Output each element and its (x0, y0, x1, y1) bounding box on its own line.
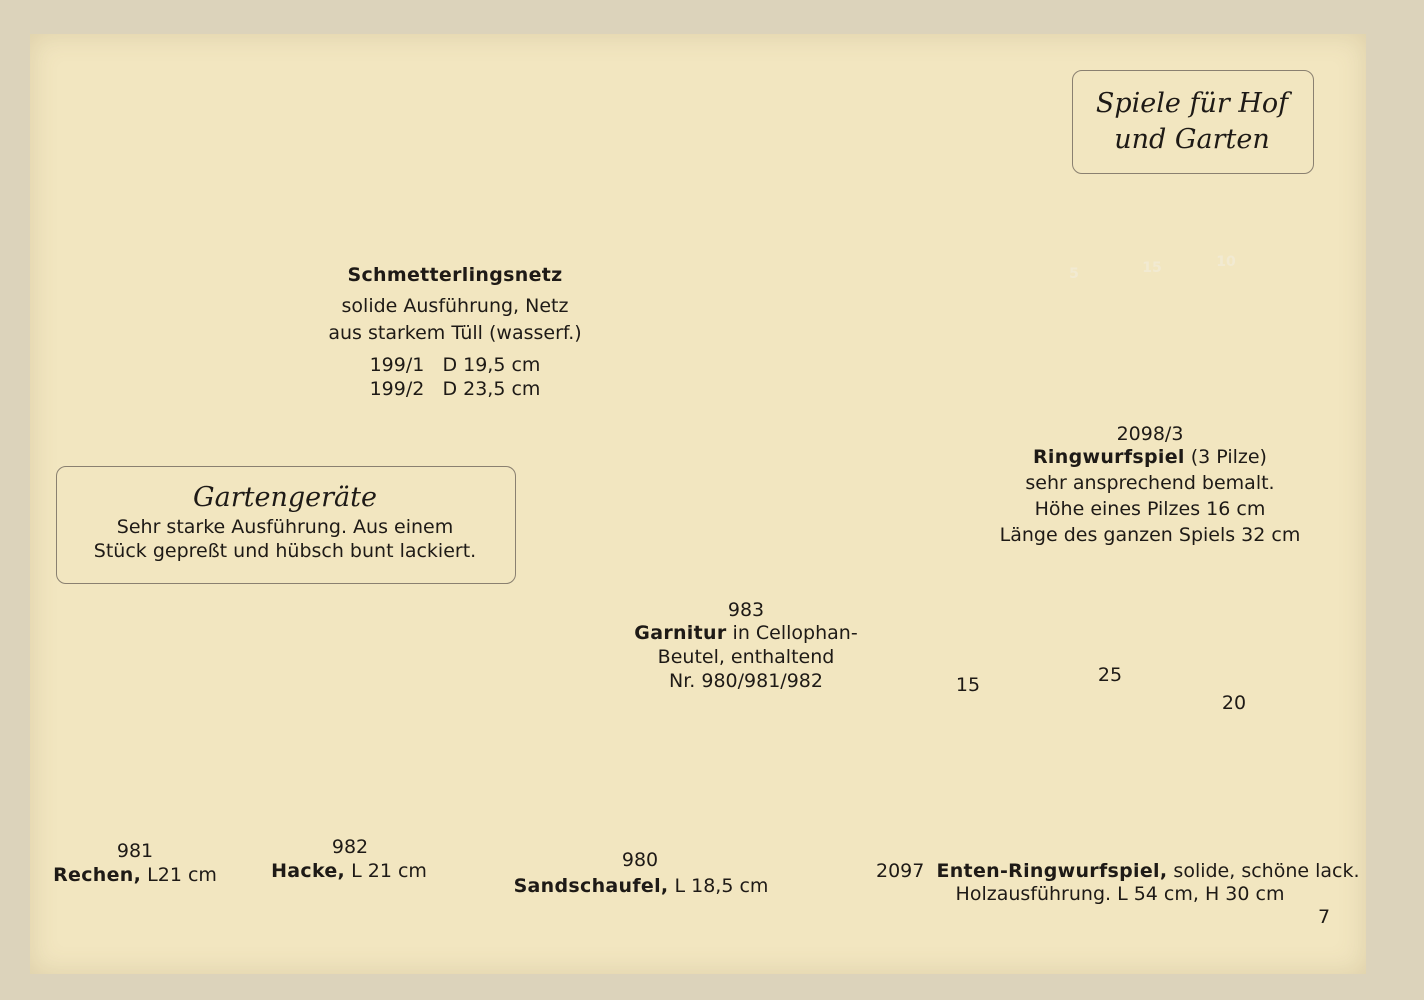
section-header-line2: und Garten (1114, 124, 1270, 155)
ring-game-line4: Länge des ganzen Spiels 32 cm (999, 524, 1301, 546)
shovel-name: Sandschaufel, (513, 875, 669, 897)
hoe-label (254, 860, 444, 883)
ring-game-name: Ringwurfspiel (1033, 446, 1185, 468)
mushroom-number-2: 15 (1142, 260, 1162, 276)
garnitur-rest: in Cellophan- (726, 622, 858, 644)
duck-line1 (876, 860, 1366, 883)
rake-label (40, 864, 230, 887)
rake-size: L21 cm (141, 864, 217, 886)
garnitur-line3: Nr. 980/981/982 (669, 670, 823, 692)
duck-number-3: 20 (1221, 692, 1247, 714)
garnitur-line1 (616, 622, 876, 645)
duck-code: 2097 (876, 860, 925, 882)
garnitur-code: 983 (727, 599, 765, 621)
mushroom-number-1: 5 (1069, 266, 1079, 282)
ring-game-line3: Höhe eines Pilzes 16 cm (1034, 498, 1266, 520)
net-variant-2 (320, 378, 590, 401)
shovel-size: L 18,5 cm (668, 875, 769, 897)
net-variant-1 (320, 354, 590, 377)
garden-tools-line2: Stück gepreßt und hübsch bunt lackiert. (93, 540, 477, 562)
duck-number-1: 15 (955, 674, 981, 696)
duck-number-2: 25 (1097, 664, 1123, 686)
page-number: 7 (1318, 906, 1331, 928)
net-variant-1-size: D 19,5 cm (442, 354, 541, 376)
ring-game-line2: sehr ansprechend bemalt. (1025, 472, 1275, 494)
ring-game-code: 2098/3 (1116, 423, 1184, 445)
rake-name: Rechen, (53, 864, 142, 886)
rake-code: 981 (116, 840, 154, 862)
hoe-name: Hacke, (271, 860, 346, 882)
duck-line2: Holzausführung. L 54 cm, H 30 cm (955, 883, 1285, 905)
shovel-label (496, 875, 786, 898)
net-desc-line1: solide Ausführung, Netz (341, 295, 569, 317)
garden-tools-title: Gartengeräte (193, 482, 377, 513)
section-header-box (1072, 70, 1314, 174)
garnitur-name: Garnitur (634, 622, 727, 644)
net-title: Schmetterlingsnetz (347, 264, 563, 286)
net-desc-line2: aus starkem Tüll (wasserf.) (328, 322, 582, 344)
hoe-size: L 21 cm (345, 860, 427, 882)
garnitur-line2: Beutel, enthaltend (657, 646, 835, 668)
section-header-line1: Spiele für Hof (1095, 88, 1289, 119)
shovel-code: 980 (621, 849, 659, 871)
net-variant-2-code: 199/2 (369, 378, 425, 400)
net-variant-2-size: D 23,5 cm (442, 378, 541, 400)
duck-name: Enten-Ringwurfspiel, (936, 860, 1168, 882)
hoe-code: 982 (331, 836, 369, 858)
duck-rest: solide, schöne lack. (1167, 860, 1360, 882)
net-variant-1-code: 199/1 (369, 354, 425, 376)
mushroom-number-3: 10 (1216, 254, 1236, 270)
ring-game-suffix: (3 Pilze) (1184, 446, 1267, 468)
catalog-page (30, 34, 1366, 974)
ring-game-line1 (990, 446, 1310, 469)
garden-tools-line1: Sehr starke Ausführung. Aus einem (116, 516, 454, 538)
